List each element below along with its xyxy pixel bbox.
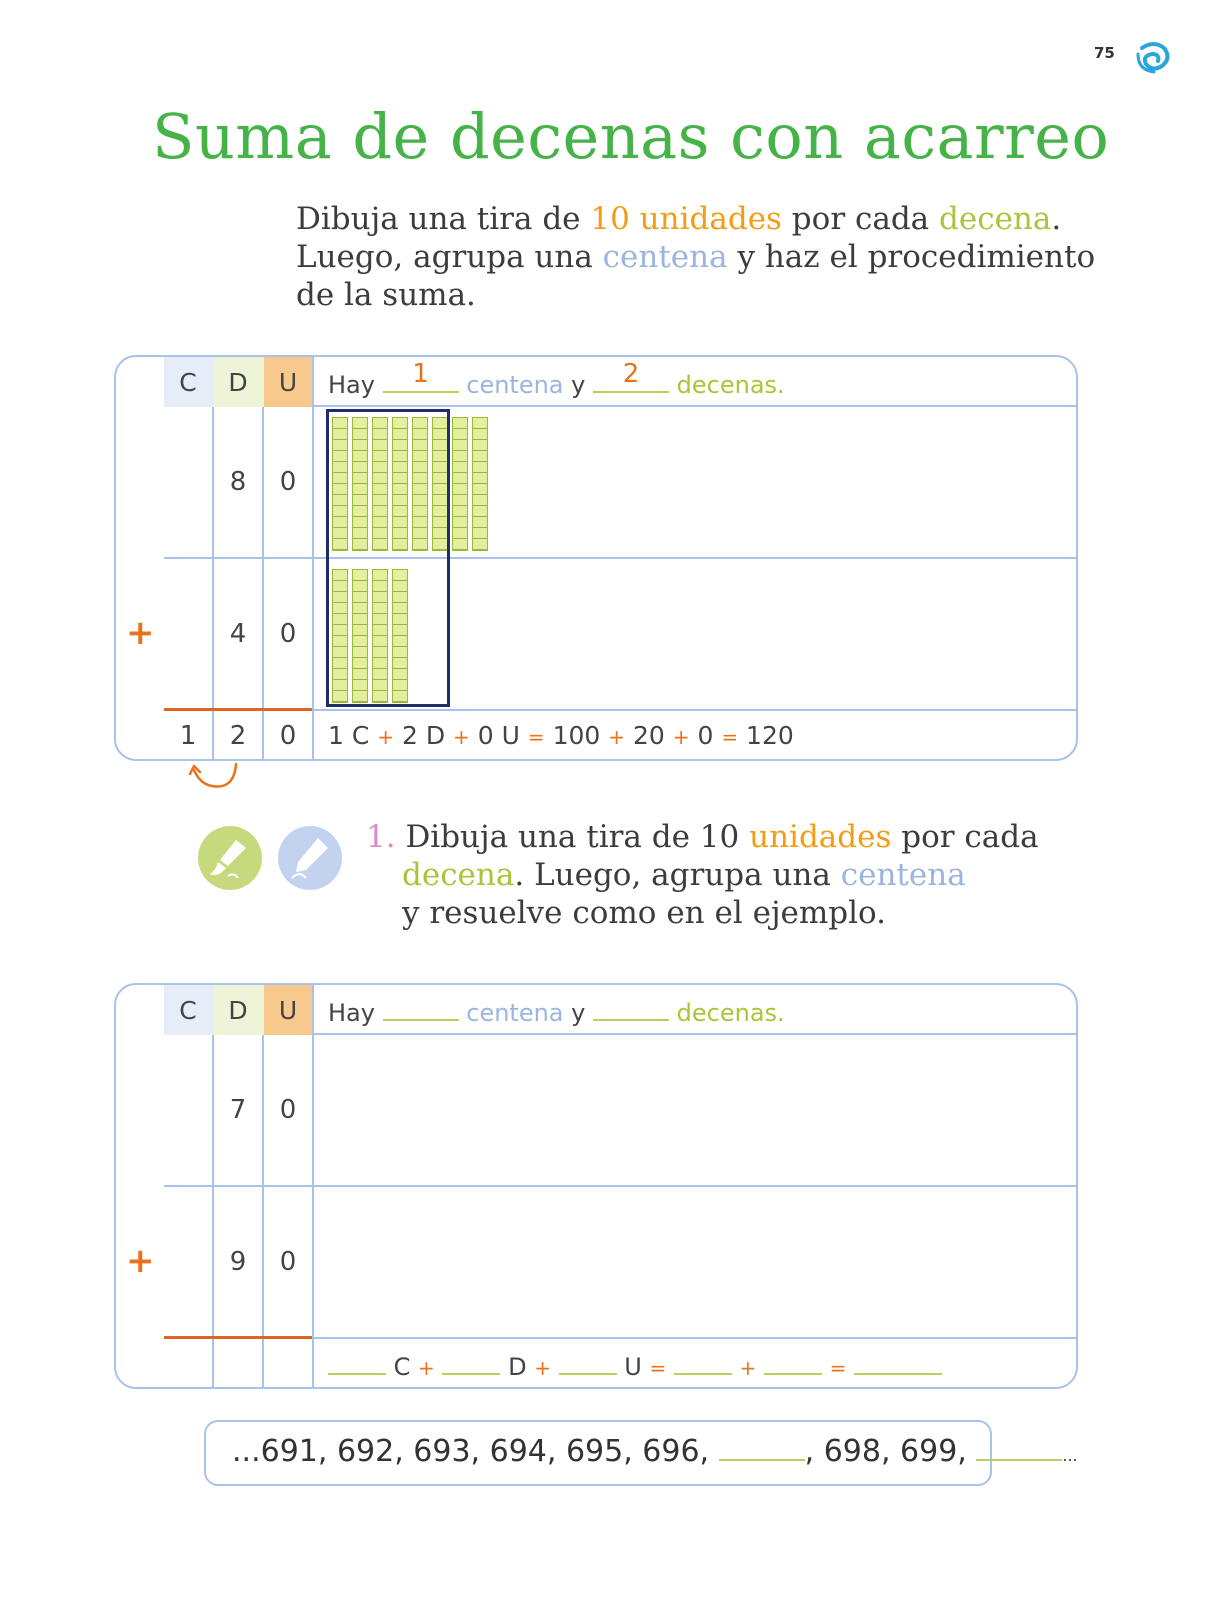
answer-blank[interactable] <box>328 1349 386 1375</box>
row2-u: 0 <box>279 619 297 649</box>
hundred-group-box <box>326 409 450 707</box>
decenas-label: decenas. <box>676 371 785 399</box>
col-u-header: U <box>278 996 298 1025</box>
answer-blank[interactable] <box>764 1349 822 1375</box>
ex-centena: centena <box>840 857 966 893</box>
hay-label: Hay <box>328 999 375 1027</box>
col-c-header: C <box>179 996 197 1025</box>
ex-text: . Luego, agrupa una <box>514 857 841 893</box>
centena-label: centena <box>466 999 564 1027</box>
ex-unidades: unidades <box>749 819 892 855</box>
exercise-number: 1. <box>366 819 396 855</box>
page-number: 75 <box>1094 44 1115 62</box>
decenas-blank[interactable] <box>593 359 669 393</box>
divider <box>262 407 264 759</box>
sequence-blank[interactable] <box>719 1435 805 1461</box>
divider <box>262 1035 264 1387</box>
expr-op: + <box>739 1356 757 1380</box>
col-d-header: D <box>228 368 248 397</box>
row2-d: 4 <box>229 619 247 649</box>
row2-u: 0 <box>279 1247 297 1277</box>
sequence-end: ... <box>1062 1446 1078 1465</box>
result-u: 0 <box>279 721 297 751</box>
answer-blank[interactable] <box>442 1349 500 1375</box>
hay-sentence <box>328 359 785 399</box>
instr-centena: centena <box>602 239 728 275</box>
row1-u: 0 <box>279 467 297 497</box>
sum-expression-blank <box>328 1349 942 1381</box>
expr-term: 100 <box>552 721 601 750</box>
page-title: Suma de decenas con acarreo <box>152 100 1110 173</box>
decenas-blank[interactable] <box>593 995 669 1021</box>
example-table <box>114 355 1078 761</box>
expr-op: + <box>534 1356 551 1380</box>
drawing-area[interactable] <box>314 1035 1078 1335</box>
hay-sentence <box>328 995 785 1027</box>
divider <box>212 407 214 759</box>
divider <box>212 1035 214 1387</box>
plus-sign: + <box>126 1241 155 1281</box>
divider <box>312 1337 1078 1339</box>
sequence-start: ...691, 692, 693, 694, 695, 696, <box>232 1434 710 1469</box>
col-u-header: U <box>278 368 298 397</box>
sequence-blank[interactable] <box>976 1435 1062 1461</box>
expr-u: U <box>624 1353 642 1381</box>
centena-label: centena <box>466 371 564 399</box>
centena-blank[interactable] <box>383 359 459 393</box>
number-sequence-box <box>204 1420 1078 1486</box>
centena-blank[interactable] <box>383 995 459 1021</box>
centena-answer: 1 <box>412 359 429 389</box>
expr-term: 1 C <box>328 721 370 750</box>
result-c: 1 <box>179 721 197 751</box>
draw-activity-icon <box>198 826 262 890</box>
expr-op: + <box>672 725 690 749</box>
expr-c: C <box>393 1353 411 1381</box>
expr-op: = <box>721 725 739 749</box>
decenas-label: decenas. <box>676 999 785 1027</box>
answer-blank[interactable] <box>559 1349 617 1375</box>
ex-text: Dibuja una tira de 10 <box>405 819 750 855</box>
expr-op: + <box>418 1356 435 1380</box>
instr-unidades: 10 unidades <box>590 201 782 237</box>
sequence-text <box>232 1434 1078 1469</box>
ex-text: por cada <box>891 819 1039 855</box>
expr-d: D <box>508 1353 527 1381</box>
divider <box>312 709 1078 711</box>
ex-decena: decena <box>402 857 515 893</box>
divider <box>312 405 1078 407</box>
y-label: y <box>571 371 586 399</box>
sum-line <box>164 1336 312 1339</box>
row1-d: 8 <box>229 467 247 497</box>
col-d-header: D <box>228 996 248 1025</box>
expr-op: + <box>453 725 470 749</box>
expr-op: + <box>608 725 626 749</box>
instr-text: de la suma. <box>296 277 476 313</box>
sum-expression <box>328 721 794 750</box>
instructions <box>296 200 1096 314</box>
write-activity-icon <box>278 826 342 890</box>
carry-arrow-icon <box>188 760 244 794</box>
expr-term: 120 <box>746 721 794 750</box>
ex-text: y resuelve como en el ejemplo. <box>402 895 887 931</box>
expr-op: + <box>377 725 395 749</box>
expr-op: = <box>829 1356 847 1380</box>
instr-decena: decena <box>939 201 1052 237</box>
expr-op: = <box>527 725 545 749</box>
row1-d: 7 <box>229 1095 247 1125</box>
sum-line <box>164 708 312 711</box>
decenas-answer: 2 <box>622 359 640 389</box>
row2-d: 9 <box>229 1247 247 1277</box>
expr-term: 0 <box>697 721 714 750</box>
swirl-logo-icon <box>1134 36 1174 76</box>
result-d: 2 <box>229 721 247 751</box>
instr-text: . <box>1051 201 1062 237</box>
ten-strip <box>472 417 488 551</box>
instr-text: Luego, agrupa una <box>296 239 603 275</box>
expr-term: 20 <box>632 721 665 750</box>
ten-strip <box>452 417 468 551</box>
plus-sign: + <box>126 613 155 653</box>
answer-blank[interactable] <box>674 1349 732 1375</box>
y-label: y <box>571 999 586 1027</box>
expr-term: 0 U <box>477 721 520 750</box>
row1-u: 0 <box>279 1095 297 1125</box>
instr-text: y haz el procedimiento <box>727 239 1096 275</box>
divider <box>164 557 1078 559</box>
exercise-table <box>114 983 1078 1389</box>
exercise-1-instructions <box>366 818 1126 932</box>
answer-blank[interactable] <box>854 1349 942 1375</box>
instr-text: por cada <box>781 201 940 237</box>
expr-term: 2 D <box>401 721 446 750</box>
expr-op: = <box>649 1356 667 1380</box>
hay-label: Hay <box>328 371 375 399</box>
col-c-header: C <box>179 368 197 397</box>
instr-text: Dibuja una tira de <box>296 201 591 237</box>
sequence-mid: , 698, 699, <box>804 1434 967 1469</box>
